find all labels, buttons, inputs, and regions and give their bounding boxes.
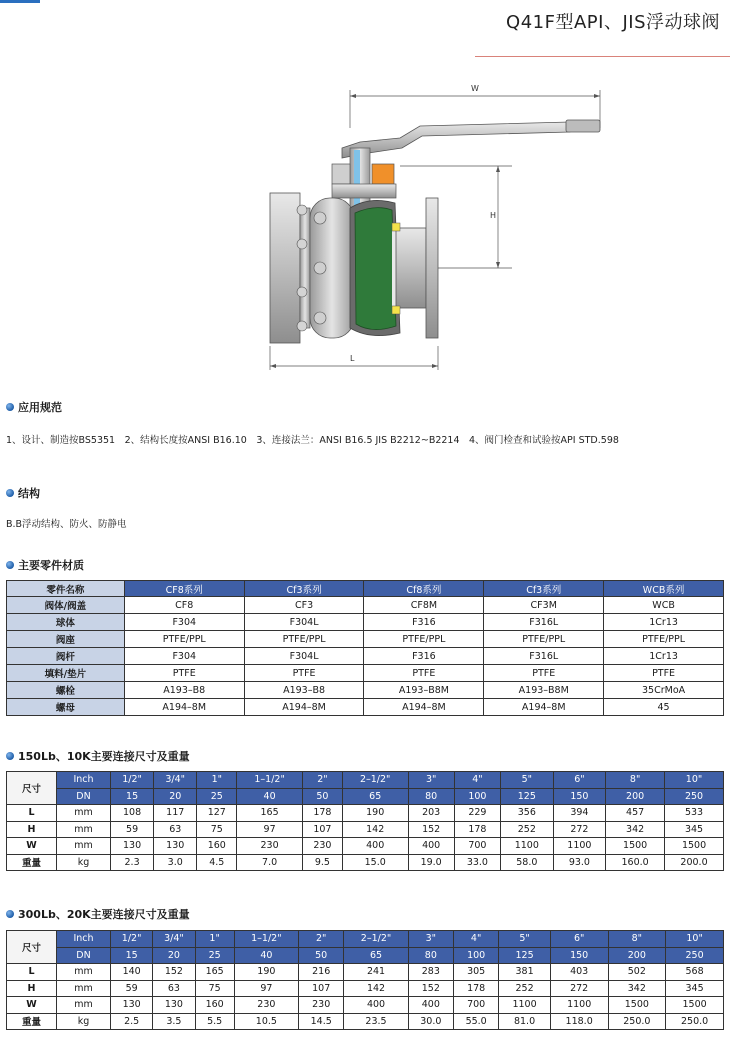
page-title: Q41F型API、JIS浮动球阀: [506, 12, 720, 33]
table-cell: 97: [237, 821, 303, 838]
inch-cell: 8": [606, 772, 665, 789]
table-cell: 283: [408, 964, 453, 981]
table-cell: 216: [299, 964, 344, 981]
table-cell: 75: [197, 821, 237, 838]
inch-cell: 5": [499, 931, 551, 948]
table-cell: 10.5: [234, 1013, 298, 1030]
dn-cell: 200: [606, 788, 665, 805]
table-cell: 568: [666, 964, 724, 981]
table-cell: 1100: [501, 838, 554, 855]
table-row: [7, 821, 724, 838]
table-cell: 178: [302, 805, 342, 822]
table-row: [7, 964, 724, 981]
row-label: 阀体/阀盖: [7, 597, 125, 614]
table-cell: 1500: [666, 997, 724, 1014]
section-materials-heading: 主要零件材质: [6, 557, 84, 573]
table-cell: 178: [453, 980, 498, 997]
dn-cell: 250: [665, 788, 724, 805]
inch-cell: 1/2": [111, 931, 153, 948]
ball-valve-drawing: [250, 78, 630, 378]
table-cell: A194–8M: [364, 699, 484, 716]
dimensions-300lb-table: [6, 930, 724, 1030]
dn-cell: 100: [454, 788, 500, 805]
table-row: [7, 997, 724, 1014]
table-cell: 142: [342, 821, 408, 838]
row-label: H: [7, 980, 57, 997]
table-cell: PTFE: [364, 665, 484, 682]
inch-cell: 3": [408, 931, 453, 948]
inch-row: [7, 772, 724, 789]
table-cell: 117: [154, 805, 197, 822]
table-row: [7, 597, 724, 614]
dn-cell: 125: [499, 947, 551, 964]
table-row: [7, 980, 724, 997]
table-cell: 400: [342, 838, 408, 855]
table-cell: 381: [499, 964, 551, 981]
inch-row: [7, 931, 724, 948]
unit-cell: kg: [57, 854, 111, 871]
table-cell: 30.0: [408, 1013, 453, 1030]
table-cell: 45: [604, 699, 724, 716]
dn-cell: 25: [195, 947, 234, 964]
dim-h-label: H: [490, 211, 497, 220]
table-cell: 700: [454, 838, 500, 855]
inch-cell: 3/4": [154, 772, 197, 789]
table-cell: 107: [299, 980, 344, 997]
table-cell: 14.5: [299, 1013, 344, 1030]
table-cell: F316: [364, 648, 484, 665]
section-application-heading: 应用规范: [6, 399, 62, 415]
table-cell: 160: [195, 997, 234, 1014]
table-header-cell: Cf3系列: [244, 581, 364, 597]
table-cell: 400: [408, 838, 454, 855]
row-label: W: [7, 838, 57, 855]
table-cell: 457: [606, 805, 665, 822]
table-cell: PTFE/PPL: [604, 631, 724, 648]
unit-cell: mm: [57, 838, 111, 855]
table-cell: 252: [501, 821, 554, 838]
table-cell: 2.5: [111, 1013, 153, 1030]
table-row: [7, 665, 724, 682]
table-header-cell: WCB系列: [604, 581, 724, 597]
table-cell: CF8M: [364, 597, 484, 614]
dn-cell: 50: [302, 788, 342, 805]
table-cell: 345: [666, 980, 724, 997]
table-cell: 19.0: [408, 854, 454, 871]
inch-cell: 1–1/2": [234, 931, 298, 948]
inch-cell: 8": [608, 931, 666, 948]
dn-row: [7, 788, 724, 805]
section-300lb-heading: 300Lb、20K主要连接尺寸及重量: [6, 906, 190, 922]
table-cell: 142: [344, 980, 408, 997]
dn-cell: 25: [197, 788, 237, 805]
table-cell: 272: [553, 821, 606, 838]
bullet-icon: [6, 910, 14, 918]
table-cell: A193–B8M: [484, 682, 604, 699]
table-cell: 1100: [499, 997, 551, 1014]
table-row: [7, 631, 724, 648]
table-row: [7, 699, 724, 716]
table-cell: 59: [111, 980, 153, 997]
table-cell: 118.0: [550, 1013, 608, 1030]
table-cell: 190: [234, 964, 298, 981]
table-cell: 15.0: [342, 854, 408, 871]
dn-cell: 200: [608, 947, 666, 964]
dn-label: DN: [57, 947, 111, 964]
table-cell: CF3M: [484, 597, 604, 614]
size-label: 尺寸: [7, 931, 57, 964]
dn-row: [7, 947, 724, 964]
dim-l-label: L: [350, 354, 355, 363]
table-cell: A194–8M: [124, 699, 244, 716]
unit-cell: mm: [57, 980, 111, 997]
inch-cell: 4": [454, 772, 500, 789]
table-cell: 230: [234, 997, 298, 1014]
section-150lb-heading: 150Lb、10K主要连接尺寸及重量: [6, 748, 190, 764]
table-cell: 2.3: [111, 854, 154, 871]
table-cell: 1500: [665, 838, 724, 855]
table-cell: 75: [195, 980, 234, 997]
table-cell: 400: [408, 997, 453, 1014]
table-cell: 130: [154, 838, 197, 855]
table-cell: 140: [111, 964, 153, 981]
dn-cell: 80: [408, 788, 454, 805]
row-label: 填料/垫片: [7, 665, 125, 682]
table-cell: F304L: [244, 614, 364, 631]
table-cell: 35CrMoA: [604, 682, 724, 699]
table-cell: F304: [124, 614, 244, 631]
table-cell: CF8: [124, 597, 244, 614]
table-cell: PTFE/PPL: [244, 631, 364, 648]
inch-cell: 2": [302, 772, 342, 789]
table-cell: 203: [408, 805, 454, 822]
table-cell: 152: [153, 964, 195, 981]
row-label: 球体: [7, 614, 125, 631]
table-cell: 33.0: [454, 854, 500, 871]
table-cell: A194–8M: [484, 699, 604, 716]
table-cell: 250.0: [608, 1013, 666, 1030]
inch-cell: 5": [501, 772, 554, 789]
table-cell: 356: [501, 805, 554, 822]
table-cell: 165: [195, 964, 234, 981]
table-cell: PTFE: [244, 665, 364, 682]
table-cell: PTFE/PPL: [364, 631, 484, 648]
dn-cell: 250: [666, 947, 724, 964]
table-cell: F304L: [244, 648, 364, 665]
unit-cell: mm: [57, 997, 111, 1014]
table-cell: 1500: [606, 838, 665, 855]
bullet-icon: [6, 403, 14, 411]
dn-cell: 100: [453, 947, 498, 964]
table-cell: 252: [499, 980, 551, 997]
row-label: L: [7, 964, 57, 981]
table-cell: A193–B8M: [364, 682, 484, 699]
table-row: [7, 854, 724, 871]
table-cell: 55.0: [453, 1013, 498, 1030]
table-cell: 230: [302, 838, 342, 855]
table-header-cell: 零件名称: [7, 581, 125, 597]
table-cell: PTFE: [484, 665, 604, 682]
inch-cell: 2–1/2": [342, 772, 408, 789]
dn-cell: 15: [111, 788, 154, 805]
table-row: [7, 1013, 724, 1030]
table-header-row: [7, 581, 724, 597]
dimensions-150lb-table: [6, 771, 724, 871]
table-cell: 160.0: [606, 854, 665, 871]
table-cell: 152: [408, 980, 453, 997]
inch-cell: 1/2": [111, 772, 154, 789]
table-cell: 59: [111, 821, 154, 838]
dn-label: DN: [57, 788, 111, 805]
row-label: W: [7, 997, 57, 1014]
table-cell: 108: [111, 805, 154, 822]
dn-cell: 65: [342, 788, 408, 805]
inch-cell: 3": [408, 772, 454, 789]
dn-cell: 40: [234, 947, 298, 964]
table-cell: 394: [553, 805, 606, 822]
table-cell: F316L: [484, 648, 604, 665]
dn-cell: 65: [344, 947, 408, 964]
table-cell: 1100: [553, 838, 606, 855]
table-cell: 5.5: [195, 1013, 234, 1030]
table-cell: 345: [665, 821, 724, 838]
table-cell: 305: [453, 964, 498, 981]
table-cell: A193–B8: [244, 682, 364, 699]
table-cell: 533: [665, 805, 724, 822]
table-cell: 250.0: [666, 1013, 724, 1030]
table-cell: PTFE: [124, 665, 244, 682]
table-cell: 342: [608, 980, 666, 997]
table-cell: 81.0: [499, 1013, 551, 1030]
dn-cell: 20: [154, 788, 197, 805]
materials-table: [6, 580, 724, 716]
dim-w-label: W: [471, 84, 479, 93]
bullet-icon: [6, 752, 14, 760]
table-cell: 700: [453, 997, 498, 1014]
row-label: 阀杆: [7, 648, 125, 665]
table-cell: 1Cr13: [604, 614, 724, 631]
inch-cell: 10": [665, 772, 724, 789]
inch-cell: 6": [550, 931, 608, 948]
table-cell: 63: [154, 821, 197, 838]
table-cell: 3.5: [153, 1013, 195, 1030]
unit-cell: mm: [57, 805, 111, 822]
inch-cell: 6": [553, 772, 606, 789]
dn-cell: 80: [408, 947, 453, 964]
dn-cell: 150: [550, 947, 608, 964]
table-cell: 58.0: [501, 854, 554, 871]
table-cell: 3.0: [154, 854, 197, 871]
table-header-cell: Cf8系列: [364, 581, 484, 597]
inch-cell: 10": [666, 931, 724, 948]
table-row: [7, 648, 724, 665]
inch-cell: 2–1/2": [344, 931, 408, 948]
application-text: 1、设计、制造按BS5351 2、结构长度按ANSI B16.10 3、连接法兰：ANSI B16.5 JIS B2212~B2214 4、阀门检查和试验按API STD.598: [6, 435, 619, 446]
table-cell: 1100: [550, 997, 608, 1014]
inch-cell: 1–1/2": [237, 772, 303, 789]
dn-cell: 15: [111, 947, 153, 964]
table-cell: 7.0: [237, 854, 303, 871]
table-cell: 9.5: [302, 854, 342, 871]
bullet-icon: [6, 489, 14, 497]
table-cell: A193–B8: [124, 682, 244, 699]
row-label: H: [7, 821, 57, 838]
table-cell: 178: [454, 821, 500, 838]
inch-cell: 1": [197, 772, 237, 789]
inch-cell: 1": [195, 931, 234, 948]
table-cell: 403: [550, 964, 608, 981]
table-cell: F304: [124, 648, 244, 665]
table-cell: 130: [111, 838, 154, 855]
table-row: [7, 805, 724, 822]
inch-label: Inch: [57, 772, 111, 789]
table-cell: 93.0: [553, 854, 606, 871]
table-cell: 127: [197, 805, 237, 822]
table-cell: F316L: [484, 614, 604, 631]
table-cell: 230: [299, 997, 344, 1014]
table-row: [7, 614, 724, 631]
table-cell: 107: [302, 821, 342, 838]
inch-cell: 4": [453, 931, 498, 948]
table-cell: 1500: [608, 997, 666, 1014]
table-cell: CF3: [244, 597, 364, 614]
size-label: 尺寸: [7, 772, 57, 805]
unit-cell: mm: [57, 821, 111, 838]
table-cell: 160: [197, 838, 237, 855]
inch-cell: 2": [299, 931, 344, 948]
unit-cell: mm: [57, 964, 111, 981]
table-cell: 130: [111, 997, 153, 1014]
table-cell: 200.0: [665, 854, 724, 871]
table-cell: 165: [237, 805, 303, 822]
table-cell: WCB: [604, 597, 724, 614]
inch-label: Inch: [57, 931, 111, 948]
dn-cell: 50: [299, 947, 344, 964]
section-structure-heading: 结构: [6, 485, 40, 501]
table-row: [7, 682, 724, 699]
title-divider: [475, 56, 730, 57]
table-cell: 342: [606, 821, 665, 838]
row-label: 螺母: [7, 699, 125, 716]
row-label: 重量: [7, 854, 57, 871]
table-cell: 97: [234, 980, 298, 997]
table-cell: PTFE: [604, 665, 724, 682]
structure-text: B.B浮动结构、防火、防静电: [6, 519, 127, 530]
table-header-cell: Cf3系列: [484, 581, 604, 597]
table-cell: 272: [550, 980, 608, 997]
table-cell: 23.5: [344, 1013, 408, 1030]
inch-cell: 3/4": [153, 931, 195, 948]
table-cell: 230: [237, 838, 303, 855]
bullet-icon: [6, 561, 14, 569]
row-label: L: [7, 805, 57, 822]
table-cell: 152: [408, 821, 454, 838]
table-cell: 1Cr13: [604, 648, 724, 665]
table-cell: 400: [344, 997, 408, 1014]
table-cell: A194–8M: [244, 699, 364, 716]
dn-cell: 150: [553, 788, 606, 805]
table-cell: 502: [608, 964, 666, 981]
unit-cell: kg: [57, 1013, 111, 1030]
row-label: 螺栓: [7, 682, 125, 699]
table-row: [7, 838, 724, 855]
table-cell: F316: [364, 614, 484, 631]
table-cell: PTFE/PPL: [484, 631, 604, 648]
table-cell: 130: [153, 997, 195, 1014]
table-cell: 241: [344, 964, 408, 981]
row-label: 阀座: [7, 631, 125, 648]
dn-cell: 125: [501, 788, 554, 805]
table-header-cell: CF8系列: [124, 581, 244, 597]
table-cell: 190: [342, 805, 408, 822]
top-accent-bar: [0, 0, 40, 3]
table-cell: 63: [153, 980, 195, 997]
dn-cell: 20: [153, 947, 195, 964]
row-label: 重量: [7, 1013, 57, 1030]
table-cell: PTFE/PPL: [124, 631, 244, 648]
table-cell: 229: [454, 805, 500, 822]
dn-cell: 40: [237, 788, 303, 805]
table-cell: 4.5: [197, 854, 237, 871]
